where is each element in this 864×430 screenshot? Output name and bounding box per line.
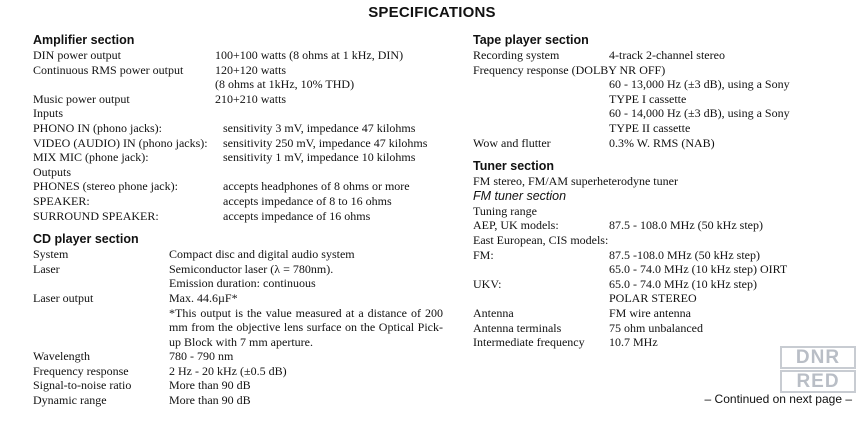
spec-label: Intermediate frequency [473, 335, 585, 350]
tuner-heading: Tuner section [473, 159, 555, 174]
spec-label: VIDEO (AUDIO) IN (phono jacks): [33, 135, 208, 150]
value-line: TYPE I cassette [609, 91, 687, 106]
spec-label: Antenna terminals [473, 320, 562, 335]
value-line: 87.5 - 108.0 MHz (50 kHz step) [609, 218, 763, 233]
value-line: 210+210 watts [215, 91, 287, 106]
outputs-label: Outputs [33, 164, 72, 179]
spec-row [33, 364, 443, 379]
value-line: FM wire antenna [609, 305, 691, 320]
value-line: Max. 44.6µF* [169, 290, 238, 305]
spec-label: SURROUND SPEAKER: [33, 208, 159, 223]
value-line: 780 - 790 nm [169, 349, 234, 364]
tape-section [473, 33, 843, 150]
spec-label: Wavelength [33, 349, 91, 364]
cd-note-row [33, 306, 443, 350]
spec-row [473, 321, 843, 336]
tape-freq-label: Frequency response (DOLBY NR OFF) [473, 62, 666, 77]
spec-value: accepts headphones of 8 ohms or more [223, 179, 410, 194]
spec-value [609, 248, 843, 277]
spec-label: Laser output [33, 290, 94, 305]
spec-label: MIX MIC (phone jack): [33, 150, 149, 165]
spec-row [473, 277, 843, 306]
spec-row [33, 291, 443, 306]
value-line: Semiconductor laser (λ = 780nm). [169, 261, 334, 276]
spec-label: Laser [33, 261, 60, 276]
tape-freq-spacer [473, 77, 609, 135]
spec-value [609, 306, 843, 321]
spec-row [33, 136, 443, 151]
tape-freq-row [473, 77, 843, 135]
spec-row [33, 150, 443, 165]
spec-value: accepts impedance of 8 to 16 ohms [223, 193, 392, 208]
spec-value: accepts impedance of 16 ohms [223, 208, 371, 223]
spec-value [609, 321, 843, 336]
spec-row [33, 349, 443, 364]
spec-row [473, 136, 843, 151]
spec-value [169, 291, 443, 306]
value-line: POLAR STEREO [609, 291, 697, 306]
spec-label: FM: [473, 247, 494, 262]
amplifier-rows [33, 48, 443, 106]
tape-heading: Tape player section [473, 33, 589, 47]
spec-value [215, 48, 443, 63]
tape-rows-2 [473, 136, 843, 151]
spec-row [33, 48, 443, 63]
spec-value [609, 277, 843, 306]
spec-value [609, 48, 843, 63]
value-line: 4-track 2-channel stereo [609, 48, 725, 62]
spec-label: Music power output [33, 91, 130, 106]
spec-value [215, 63, 443, 92]
spec-row [33, 121, 443, 136]
east-european-label: East European, CIS models: [473, 232, 609, 247]
amplifier-heading: Amplifier section [33, 33, 135, 47]
cd-heading: CD player section [33, 232, 139, 247]
right-column [473, 33, 843, 359]
tuner-rows-2 [473, 248, 843, 350]
tuning-range-label: Tuning range [473, 203, 537, 218]
spec-value [609, 136, 843, 151]
outputs-rows [33, 179, 443, 223]
spec-label: Continuous RMS power output [33, 62, 184, 77]
spec-row [33, 209, 443, 224]
spec-value: sensitivity 3 mV, impedance 47 kilohms [223, 120, 416, 135]
tuner-rows [473, 218, 843, 233]
spec-row [33, 378, 443, 393]
tape-rows [473, 48, 843, 63]
spec-row [33, 179, 443, 194]
cd-note: *This output is the value measured at a distance of 200 mm from the objective lens surface on the Optical Pick-up Block with 7 mm aperture. [169, 305, 443, 349]
spec-label: DIN power output [33, 48, 121, 62]
spec-label: PHONES (stereo phone jack): [33, 179, 178, 194]
tuner-intro: FM stereo, FM/AM superheterodyne tuner [473, 174, 678, 189]
spec-label: PHONO IN (phono jacks): [33, 120, 162, 135]
spec-value: sensitivity 250 mV, impedance 47 kilohms [223, 135, 428, 150]
value-line: 100+100 watts (8 ohms at 1 kHz, DIN) [215, 48, 404, 62]
spec-value [215, 92, 443, 107]
value-line: 75 ohm unbalanced [609, 320, 703, 335]
spec-row [33, 194, 443, 209]
value-line: 60 - 14,000 Hz (±3 dB), using a Sony [609, 106, 790, 121]
spec-label: Signal-to-noise ratio [33, 378, 132, 393]
value-line: 65.0 - 74.0 MHz (10 kHz step) OIRT [609, 262, 788, 277]
spec-value [609, 218, 843, 233]
spec-label: UKV: [473, 276, 502, 291]
inputs-label: Inputs [33, 106, 63, 121]
spec-value [169, 349, 443, 364]
cd-rows-2 [33, 349, 443, 407]
cd-note-spacer [33, 306, 169, 350]
amplifier-section [33, 33, 443, 223]
spec-row [33, 92, 443, 107]
watermark-badge [780, 346, 856, 392]
spec-value [169, 247, 443, 262]
spec-row [33, 247, 443, 262]
value-line: 2 Hz - 20 kHz (±0.5 dB) [169, 363, 287, 378]
value-line: 87.5 -108.0 MHz (50 kHz step) [609, 247, 760, 262]
spec-row [473, 306, 843, 321]
value-line: TYPE II cassette [609, 120, 691, 135]
spec-row [33, 63, 443, 92]
value-line: More than 90 dB [169, 393, 251, 408]
cd-section [33, 232, 443, 408]
spec-value [169, 393, 443, 408]
value-line: More than 90 dB [169, 378, 251, 393]
continued-note: – Continued on next page – [704, 392, 852, 406]
value-line: 120+120 watts [215, 62, 287, 77]
tape-freq-values [609, 77, 843, 135]
watermark-line-1: DNR [780, 346, 856, 369]
spec-row [33, 393, 443, 408]
left-column [33, 33, 443, 417]
inputs-rows [33, 121, 443, 165]
spec-row [33, 262, 443, 291]
spec-row [473, 218, 843, 233]
spec-row [473, 48, 843, 63]
spec-label: SPEAKER: [33, 193, 90, 208]
value-line: 60 - 13,000 Hz (±3 dB), using a Sony [609, 77, 790, 92]
spec-value: sensitivity 1 mV, impedance 10 kilohms [223, 150, 416, 165]
tuner-section [473, 159, 843, 350]
value-line: Emission duration: continuous [169, 276, 316, 291]
spec-label: Wow and flutter [473, 135, 551, 150]
value-line: 0.3% W. RMS (NAB) [609, 135, 715, 150]
value-line: 65.0 - 74.0 MHz (10 kHz step) [609, 276, 757, 291]
page-title: SPECIFICATIONS [368, 4, 496, 21]
value-line: (8 ohms at 1kHz, 10% THD) [215, 77, 355, 92]
spec-label: AEP, UK models: [473, 218, 559, 233]
fm-tuner-heading: FM tuner section [473, 188, 567, 203]
spec-label: Frequency response [33, 363, 129, 378]
spec-value [169, 364, 443, 379]
spec-value [169, 378, 443, 393]
spec-value [169, 262, 443, 291]
spec-label: Recording system [473, 48, 560, 62]
value-line: Compact disc and digital audio system [169, 247, 355, 262]
spec-label: Antenna [473, 305, 514, 320]
spec-label: Dynamic range [33, 393, 107, 408]
watermark-line-2: RED [780, 370, 856, 393]
spec-label: System [33, 247, 69, 262]
value-line: 10.7 MHz [609, 335, 658, 350]
spec-row [473, 248, 843, 277]
cd-rows [33, 247, 443, 305]
